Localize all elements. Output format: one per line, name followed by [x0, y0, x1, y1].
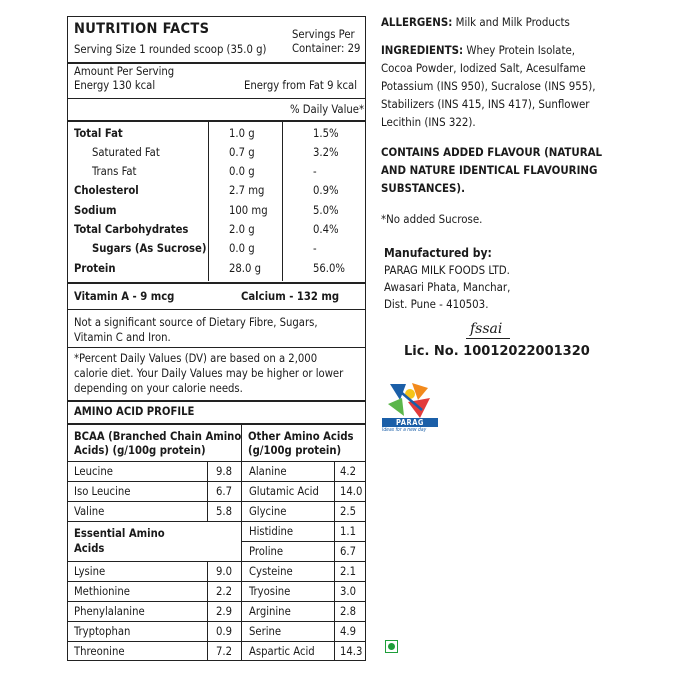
nutrient-dv: 1.5%	[313, 127, 339, 140]
amino-name: Lysine	[74, 565, 106, 578]
amino-value: 2.9	[216, 605, 233, 618]
nutrient-amount: 0.7 g	[229, 146, 255, 159]
nutrient-label: Protein	[74, 262, 116, 275]
divider	[241, 521, 366, 522]
not-significant-line2: Vitamin C and Iron.	[74, 331, 171, 344]
parag-logo	[382, 380, 438, 434]
amino-value: 5.8	[216, 505, 233, 518]
ingredients-line5: Lecithin (INS 322).	[381, 115, 476, 129]
amino-value: 9.0	[216, 565, 233, 578]
divider	[67, 461, 241, 462]
essential-header-line1: Essential Amino	[74, 527, 165, 540]
divider	[67, 581, 241, 582]
amino-value: 14.3	[340, 645, 363, 658]
amino-value: 1.1	[340, 525, 357, 538]
nutrient-label: Total Carbohydrates	[74, 223, 189, 236]
amino-value: 6.7	[340, 545, 357, 558]
amino-name: Alanine	[249, 465, 287, 478]
amino-name: Histidine	[249, 525, 294, 538]
nutrient-amount: 28.0 g	[229, 262, 261, 275]
nutrition-title: NUTRITION FACTS	[74, 21, 210, 37]
divider	[208, 121, 209, 281]
not-significant-line1: Not a significant source of Dietary Fibre, Sugars,	[74, 316, 318, 329]
divider	[67, 98, 366, 99]
amino-value: 6.7	[216, 485, 233, 498]
divider	[67, 400, 366, 402]
parag-tagline: Ideas for a new day	[382, 427, 427, 433]
amino-name: Arginine	[249, 605, 291, 618]
amino-value: 4.9	[340, 625, 357, 638]
ingredients-line1	[381, 42, 575, 60]
nutrient-dv: -	[313, 242, 317, 255]
nutrient-dv: -	[313, 165, 317, 178]
divider	[67, 282, 366, 284]
divider	[67, 423, 366, 425]
amino-title: AMINO ACID PROFILE	[74, 405, 195, 418]
amino-value: 2.1	[340, 565, 357, 578]
divider	[67, 621, 241, 622]
energy-from-fat: Energy from Fat 9 kcal	[244, 79, 357, 92]
flavour-line3: SUBSTANCES).	[381, 181, 465, 195]
allergens-label: ALLERGENS:	[381, 15, 453, 29]
manufactured-by: Manufactured by:	[384, 246, 492, 260]
parag-logo-text: PARAG	[382, 418, 438, 427]
bcaa-header-line1: BCAA (Branched Chain Amino	[74, 430, 242, 443]
divider	[241, 641, 366, 642]
divider	[241, 541, 366, 542]
calcium: Calcium - 132 mg	[241, 290, 340, 303]
ingredients-label: INGREDIENTS:	[381, 43, 464, 57]
footnote-line3: depending on your calorie needs.	[74, 382, 243, 395]
amino-value: 3.0	[340, 585, 357, 598]
amino-name: Leucine	[74, 465, 113, 478]
divider	[67, 347, 366, 348]
nutrient-amount: 100 mg	[229, 204, 268, 217]
nutrient-amount: 2.0 g	[229, 223, 255, 236]
divider	[241, 601, 366, 602]
ingredients-line3: Potassium (INS 950), Sucralose (INS 955),	[381, 79, 596, 93]
manufacturer-line1: PARAG MILK FOODS LTD.	[384, 263, 510, 277]
nutrient-amount: 0.0 g	[229, 165, 255, 178]
licence-number: Lic. No. 10012022001320	[404, 344, 590, 359]
amino-name: Glycine	[249, 505, 287, 518]
essential-header-line2: Acids	[74, 542, 105, 555]
divider	[241, 621, 366, 622]
fssai-logo	[470, 321, 502, 337]
energy: Energy 130 kcal	[74, 79, 156, 92]
no-sucrose-note: *No added Sucrose.	[381, 212, 483, 226]
amino-name: Tryosine	[249, 585, 291, 598]
ingredients-line4: Stabilizers (INS 415, INS 417), Sunflower	[381, 97, 590, 111]
nutrient-label: Trans Fat	[92, 165, 137, 178]
parag-logo-icon	[382, 380, 438, 422]
divider	[241, 461, 366, 462]
nutrient-dv: 0.4%	[313, 223, 339, 236]
manufacturer-line2: Awasari Phata, Manchar,	[384, 280, 511, 294]
fssai-underline	[466, 338, 510, 339]
nutrient-amount: 0.0 g	[229, 242, 255, 255]
nutrient-amount: 1.0 g	[229, 127, 255, 140]
amino-value: 2.5	[340, 505, 357, 518]
daily-value-header: % Daily Value*	[290, 103, 365, 116]
divider	[241, 481, 366, 482]
nutrient-label: Sodium	[74, 204, 117, 217]
footnote-line1: *Percent Daily Values (DV) are based on a 2,000	[74, 352, 318, 365]
amount-per-serving: Amount Per Serving	[74, 65, 175, 78]
divider	[67, 309, 366, 310]
flavour-line1: CONTAINS ADDED FLAVOUR (NATURAL	[381, 145, 603, 159]
nutrient-dv: 3.2%	[313, 146, 339, 159]
divider	[67, 481, 241, 482]
amino-name: Threonine	[74, 645, 125, 658]
amino-name: Methionine	[74, 585, 130, 598]
divider	[241, 501, 366, 502]
divider	[282, 121, 283, 281]
nutrient-dv: 5.0%	[313, 204, 339, 217]
servings-per-line1: Servings Per	[292, 28, 355, 41]
divider	[67, 521, 241, 522]
nutrient-label: Cholesterol	[74, 184, 139, 197]
nutrient-dv: 0.9%	[313, 184, 339, 197]
allergens	[381, 14, 570, 32]
footnote-line2: calorie diet. Your Daily Values may be higher or lower	[74, 367, 344, 380]
amino-name: Cysteine	[249, 565, 293, 578]
amino-name: Glutamic Acid	[249, 485, 319, 498]
divider	[67, 561, 241, 562]
allergens-value: Milk and Milk Products	[455, 15, 570, 29]
amino-value: 0.9	[216, 625, 233, 638]
nutrient-label: Sugars (As Sucrose)	[92, 242, 207, 255]
divider	[67, 120, 366, 122]
nutrient-label: Saturated Fat	[92, 146, 160, 159]
divider	[207, 561, 208, 660]
divider	[67, 501, 241, 502]
manufacturer-line3: Dist. Pune - 410503.	[384, 297, 489, 311]
nutrient-dv: 56.0%	[313, 262, 345, 275]
amino-name: Valine	[74, 505, 105, 518]
divider	[241, 561, 366, 562]
bcaa-header-line2: Acids) (g/100g protein)	[74, 444, 206, 457]
amino-name: Iso Leucine	[74, 485, 131, 498]
other-header-line1: Other Amino Acids	[248, 430, 354, 443]
amino-name: Tryptophan	[74, 625, 131, 638]
amino-value: 7.2	[216, 645, 233, 658]
divider	[241, 424, 242, 660]
amino-value: 2.2	[216, 585, 233, 598]
serving-size: Serving Size 1 rounded scoop (35.0 g)	[74, 43, 267, 56]
divider	[207, 461, 208, 522]
amino-value: 2.8	[340, 605, 357, 618]
amino-name: Phenylalanine	[74, 605, 145, 618]
amino-name: Aspartic Acid	[249, 645, 315, 658]
nutrient-label: Total Fat	[74, 127, 123, 140]
divider	[67, 601, 241, 602]
nutrient-amount: 2.7 mg	[229, 184, 265, 197]
veg-dot	[388, 643, 395, 650]
veg-mark-icon	[385, 640, 398, 653]
ingredients-text: Whey Protein Isolate,	[466, 43, 576, 57]
flavour-line2: AND NATURE IDENTICAL FLAVOURING	[381, 163, 598, 177]
vitamin-a: Vitamin A - 9 mcg	[74, 290, 175, 303]
divider	[67, 641, 241, 642]
divider	[67, 62, 366, 64]
ingredients-line2: Cocoa Powder, Iodized Salt, Acesulfame	[381, 61, 586, 75]
amino-name: Serine	[249, 625, 282, 638]
other-header-line2: (g/100g protein)	[248, 444, 342, 457]
amino-value: 14.0	[340, 485, 363, 498]
fssai-text: fssai	[470, 321, 503, 337]
amino-value: 9.8	[216, 465, 233, 478]
servings-per-line2: Container: 29	[292, 42, 361, 55]
divider	[241, 581, 366, 582]
amino-name: Proline	[249, 545, 284, 558]
amino-value: 4.2	[340, 465, 357, 478]
